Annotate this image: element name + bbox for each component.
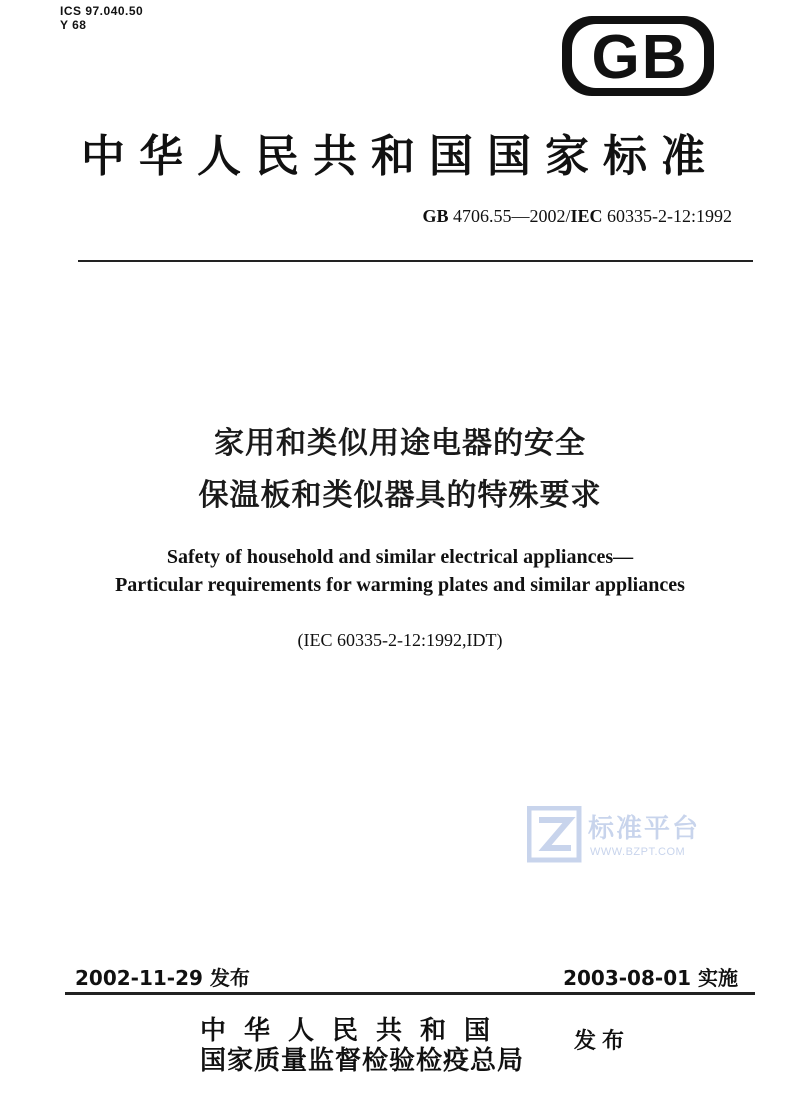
gb-logo-text: GB — [591, 23, 689, 92]
standard-title: 中华人民共和国国家标准 — [81, 131, 719, 182]
publish-date: 2002-11-29 发布 — [75, 966, 250, 990]
standard-number-prefix: GB — [422, 206, 449, 226]
watermark-text: 标准平台 — [588, 814, 701, 844]
en-title-line-2: Particular requirements for warming plates and similar appliances — [115, 574, 685, 596]
standard-number-main: 4706.55—2002/ — [452, 206, 571, 226]
implement-date: 2003-08-01 实施 — [563, 966, 738, 990]
issue-action: 发布 — [574, 1029, 631, 1054]
zh-title-line-1: 家用和类似用途电器的安全 — [214, 426, 586, 461]
category-code: Y 68 — [60, 18, 87, 32]
footer-divider — [65, 992, 755, 995]
issuer-line-1: 中华人民共和国 — [200, 1016, 509, 1046]
zh-title-line-2: 保温板和类似器具的特殊要求 — [198, 478, 602, 513]
header-divider — [78, 260, 753, 262]
gb-logo — [560, 10, 720, 100]
standard-number — [422, 206, 732, 227]
ics-code-block — [60, 4, 143, 32]
iec-equivalence: (IEC 60335-2-12:1992,IDT) — [297, 630, 503, 650]
watermark-url: WWW.BZPT.COM — [590, 846, 686, 858]
en-title-line-1: Safety of household and similar electrical appliances— — [166, 546, 634, 568]
standard-number-iec-prefix: IEC — [570, 206, 603, 226]
standard-number-iec: 60335-2-12:1992 — [607, 206, 732, 226]
ics-code: ICS 97.040.50 — [60, 4, 144, 18]
issuer-line-2: 国家质量监督检验检疫总局 — [200, 1046, 525, 1076]
